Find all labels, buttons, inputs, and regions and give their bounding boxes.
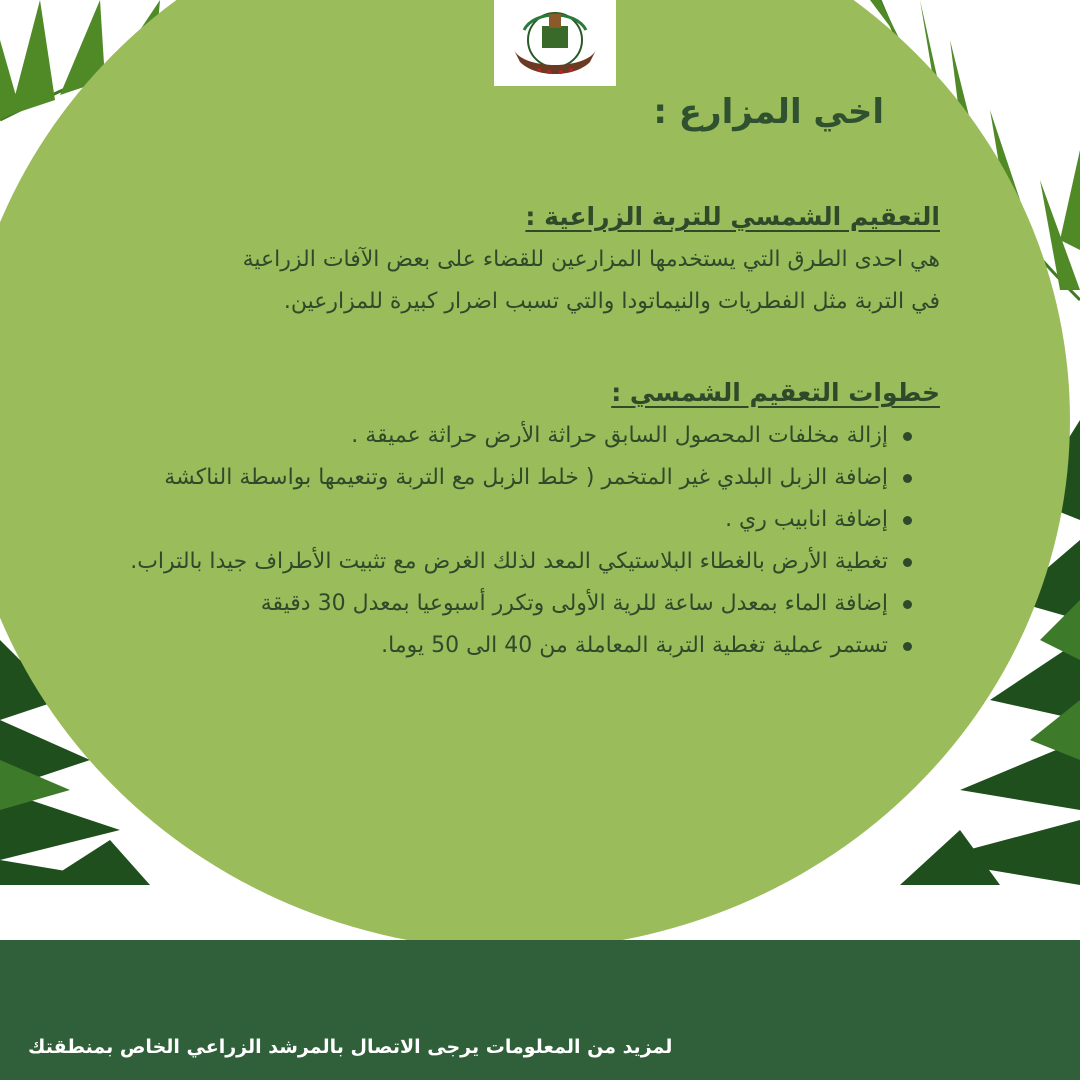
footer-contact-text: لمزيد من المعلومات يرجى الاتصال بالمرشد الزراعي الخاص بمنطقتك — [28, 1036, 673, 1058]
main-content — [10, 195, 940, 667]
step-item — [10, 583, 940, 625]
definition-line: في التربة مثل الفطريات والنيماتودا والتي تسبب اضرار كبيرة للمزارعين. — [283, 289, 940, 314]
bullet-icon — [903, 642, 912, 651]
step-text: إضافة الماء بمعدل ساعة للرية الأولى وتكرر أسبوعيا بمعدل 30 دقيقة — [260, 591, 888, 616]
step-item — [10, 415, 940, 457]
bullet-icon — [903, 558, 912, 567]
step-text: إزالة مخلفات المحصول السابق حراثة الأرض حراثة عميقة . — [351, 423, 888, 448]
step-item — [10, 457, 940, 499]
section-title-steps: خطوات التعقيم الشمسي : — [611, 378, 940, 407]
bullet-icon — [903, 600, 912, 609]
ministry-logo — [494, 0, 616, 86]
step-text: تستمر عملية تغطية التربة المعاملة من 40 الى 50 يوما. — [381, 633, 888, 658]
step-item — [10, 625, 940, 667]
step-text: تغطية الأرض بالغطاء البلاستيكي المعد لذلك الغرض مع تثبيت الأطراف جيدا بالتراب. — [130, 549, 888, 574]
bullet-icon — [903, 432, 912, 441]
step-item — [10, 499, 940, 541]
steps-list — [10, 415, 940, 667]
ministry-of-agriculture-emblem-icon — [494, 0, 616, 86]
definition-line: هي احدى الطرق التي يستخدمها المزارعين للقضاء على بعض الآفات الزراعية — [242, 247, 940, 272]
step-item — [10, 541, 940, 583]
footer-bar — [0, 940, 1080, 1080]
section-title-solarization: التعقيم الشمسي للتربة الزراعية : — [525, 202, 940, 231]
step-text: إضافة انابيب ري . — [725, 507, 888, 532]
page-heading: اخي المزارع : — [653, 92, 884, 132]
bullet-icon — [903, 474, 912, 483]
bullet-icon — [903, 516, 912, 525]
step-text: إضافة الزبل البلدي غير المتخمر ( خلط الزبل مع التربة وتنعيمها بواسطة الناكشة — [164, 465, 888, 490]
